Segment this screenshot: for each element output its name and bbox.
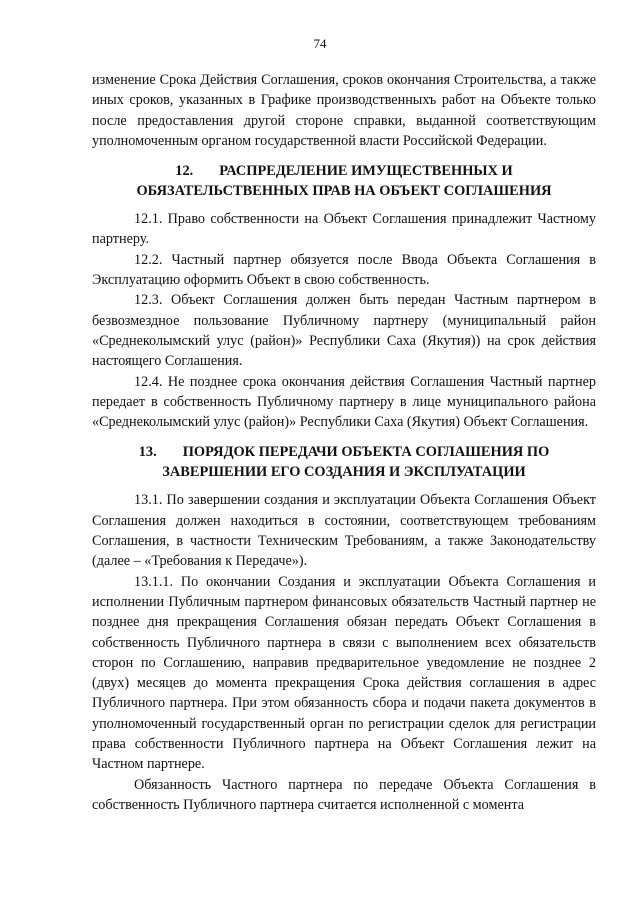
section-13-number: 13. (138, 444, 157, 461)
section-12-heading (92, 161, 596, 201)
section-13-title-line2: ЗАВЕРШЕНИИ ЕГО СОЗДАНИЯ И ЭКСПЛУАТАЦИИ (162, 464, 526, 481)
section-13-heading (92, 442, 596, 482)
section-12-number: 12. (175, 163, 194, 180)
document-body (92, 70, 596, 815)
paragraph-13-1-1: 13.1.1. По окончании Создания и эксплуатации Объекта Соглашения и исполнении Публичным партнером финансовых обязательств Частный партнер не позднее дня прекращения Соглашения обязан передать Объект Соглашения в собственность Публичного партнера в связи с выполнением всех обязательств сторон по Соглашению, направив предварительное уведомление не позднее 2 (двух) месяцев до момента прекращения Срока действия соглашения в адрес Публичного партнера. При этом обязанность сбора и подачи пакета документов в уполномоченный государственный орган по регистрации сделок для регистрации права собственности Публичного партнера на Объект Соглашения лежит на Частном партнере. (92, 573, 596, 773)
paragraph-13-continuation: Обязанность Частного партнера по передаче Объекта Соглашения в собственность Публичного партнера считается исполненной с момента (92, 776, 596, 813)
paragraph-12-4: 12.4. Не позднее срока окончания действия Соглашения Частный партнер передает в собственность Публичному партнеру в лице муниципального района «Среднеколымский улус (район)» Республики Саха (Якутия) Объект Соглашения. (92, 373, 596, 431)
paragraph-13-1: 13.1. По завершении создания и эксплуатации Объекта Соглашения Объект Соглашения должен находиться в состоянии, соответствующем требованиям Соглашения, в частности Техническим Требованиям, а также Законодательству (далее – «Требования к Передаче»). (92, 492, 596, 570)
paragraph-12-2: 12.2. Частный партнер обязуется после Ввода Объекта Соглашения в Эксплуатацию оформить Объект в свою собственность. (92, 251, 596, 289)
section-12-title-line2: ОБЯЗАТЕЛЬСТВЕННЫХ ПРАВ НА ОБЪЕКТ СОГЛАШЕНИЯ (136, 183, 552, 200)
page-number: 74 (313, 36, 327, 51)
paragraph-12-1: 12.1. Право собственности на Объект Соглашения принадлежит Частному партнеру. (92, 211, 596, 248)
section-13-title-line1: ПОРЯДОК ПЕРЕДАЧИ ОБЪЕКТА СОГЛАШЕНИЯ ПО (182, 444, 550, 461)
paragraph-12-3: 12.3. Объект Соглашения должен быть передан Частным партнером в безвозмездное пользование Публичному партнеру (муниципальный район «Среднеколымский улус (район)» Республики Саха (Якутия)) на срок действия настоящего Соглашения. (92, 292, 596, 370)
intro-paragraph: изменение Срока Действия Соглашения, сроков окончания Строительства, а также иных сроков, указанных в Графике производственныхъ работ на Объекте только после предоставления другой стороне справки, выданной соответствующим уполномоченным органом государственной власти Российской Федерации. (92, 72, 596, 149)
section-12-title-line1: РАСПРЕДЕЛЕНИЕ ИМУЩЕСТВЕННЫХ И (219, 163, 513, 180)
